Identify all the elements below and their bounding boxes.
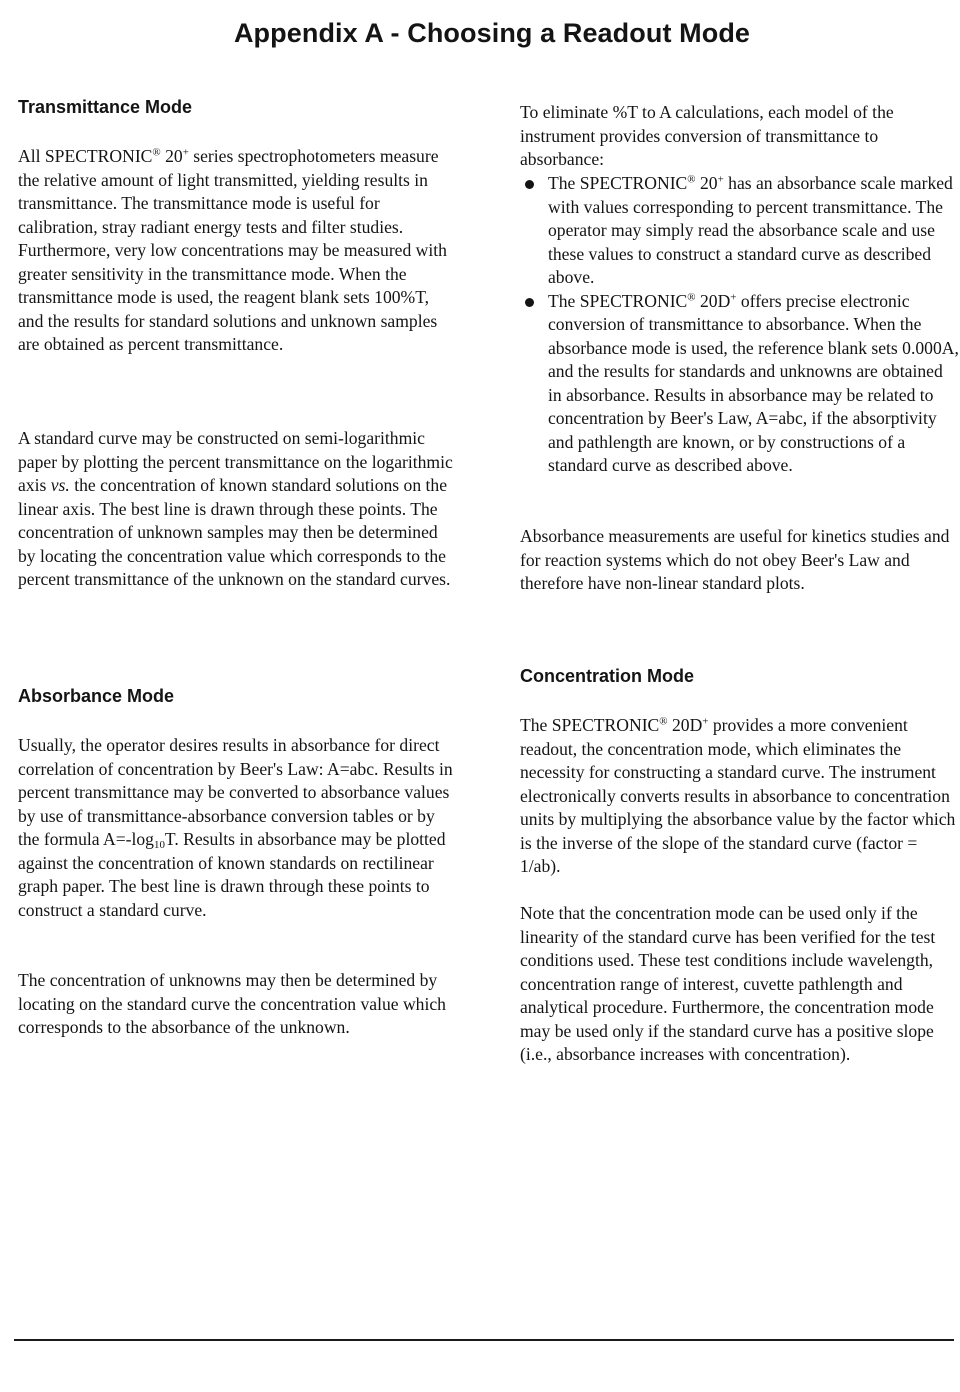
bullet-dot — [525, 298, 534, 307]
absorbance-paragraph-1: Usually, the operator desires results in absorbance for direct correlation of concentration by Beer's Law: A=abc. Results in percent transmittance may be converted to absorbance values by use of transmittance-absorbance conversion tables or by the formula $A=-\log_{10}T$. Results in absorbance may be plotted against the concentration of known standards on rectilinear graph paper. The best line is drawn through these points to construct a standard curve. — [18, 735, 453, 920]
transmittance-heading: Transmittance Mode — [18, 97, 193, 117]
conversion-bullet-item-20 — [520, 172, 960, 290]
conversion-bullet-text: The SPECTRONIC® 20+ has an absorbance scale marked with values corresponding to percent transmittance. The operator may simply read the absorbance scale and use these values to construct a standard curve as described above. — [548, 173, 953, 287]
conversion-bullet-item-20d — [520, 290, 960, 478]
conversion-bullet-text: The SPECTRONIC® 20D+ offers precise electronic conversion of transmittance to absorbance. When the absorbance mode is used, the reference blank sets 0.000A, and the results for standards and unknowns are obtained in absorbance. Results in absorbance may be related to concentration by Beer's Law, A=abc, if the absorptivity and pathlength are known, or by constructions of a standard curve as described above. — [548, 290, 959, 475]
conversion-intro-paragraph: To eliminate %T to A calculations, each model of the instrument provides conversion of transmittance to absorbance: — [520, 102, 894, 169]
concentration-paragraph-1: The SPECTRONIC® 20D+ provides a more convenient readout, the concentration mode, which eliminates the necessity for constructing a standard curve. The instrument electronically converts results in absorbance to concentration units by multiplying the absorbance value by the factor which is the inverse of the slope of the standard curve (factor = 1/ab). — [520, 715, 956, 876]
page-title: Appendix A - Choosing a Readout Mode — [233, 18, 751, 48]
transmittance-paragraph-1: All SPECTRONIC® 20+ series spectrophotometers measure the relative amount of light transmitted, yielding results in transmittance. The transmittance mode is useful for calibration, stray radiant energy tests and filter studies. Furthermore, very low concentrations may be measured with greater sensitivity in the transmittance mode. When the transmittance mode is used, the reagent blank sets 100%T, and the results for standard solutions and unknown samples are obtained as percent transmittance. — [18, 146, 447, 354]
concentration-heading: Concentration Mode — [520, 666, 694, 686]
conversion-outro-paragraph: Absorbance measurements are useful for kinetics studies and for reaction systems which do not obey Beer's Law and therefore have non-linear standard plots. — [520, 526, 950, 593]
conversion-bullet-list — [520, 172, 960, 478]
footer-rule — [14, 1339, 954, 1341]
transmittance-paragraph-2: A standard curve may be constructed on semi-logarithmic paper by plotting the percent transmittance on the logarithmic axis vs. the concentration of known standard solutions on the linear axis. The best line is drawn through these points. The concentration of unknown samples may then be determined by locating the concentration value which corresponds to the percent transmittance of the unknown on the standard curves. — [18, 428, 453, 589]
absorbance-paragraph-2: The concentration of unknowns may then be determined by locating on the standard curve the concentration value which corresponds to the absorbance of the unknown. — [18, 970, 446, 1037]
absorbance-heading: Absorbance Mode — [18, 686, 175, 706]
bullet-dot — [525, 180, 534, 189]
concentration-paragraph-2: Note that the concentration mode can be used only if the linearity of the standard curve has been verified for the test conditions used. These test conditions include wavelength, concentration range of interest, cuvette pathlength and analytical procedure. Furthermore, the concentration mode may be used only if the standard curve has a positive slope (i.e., absorbance increases with concentration). — [520, 903, 936, 1064]
